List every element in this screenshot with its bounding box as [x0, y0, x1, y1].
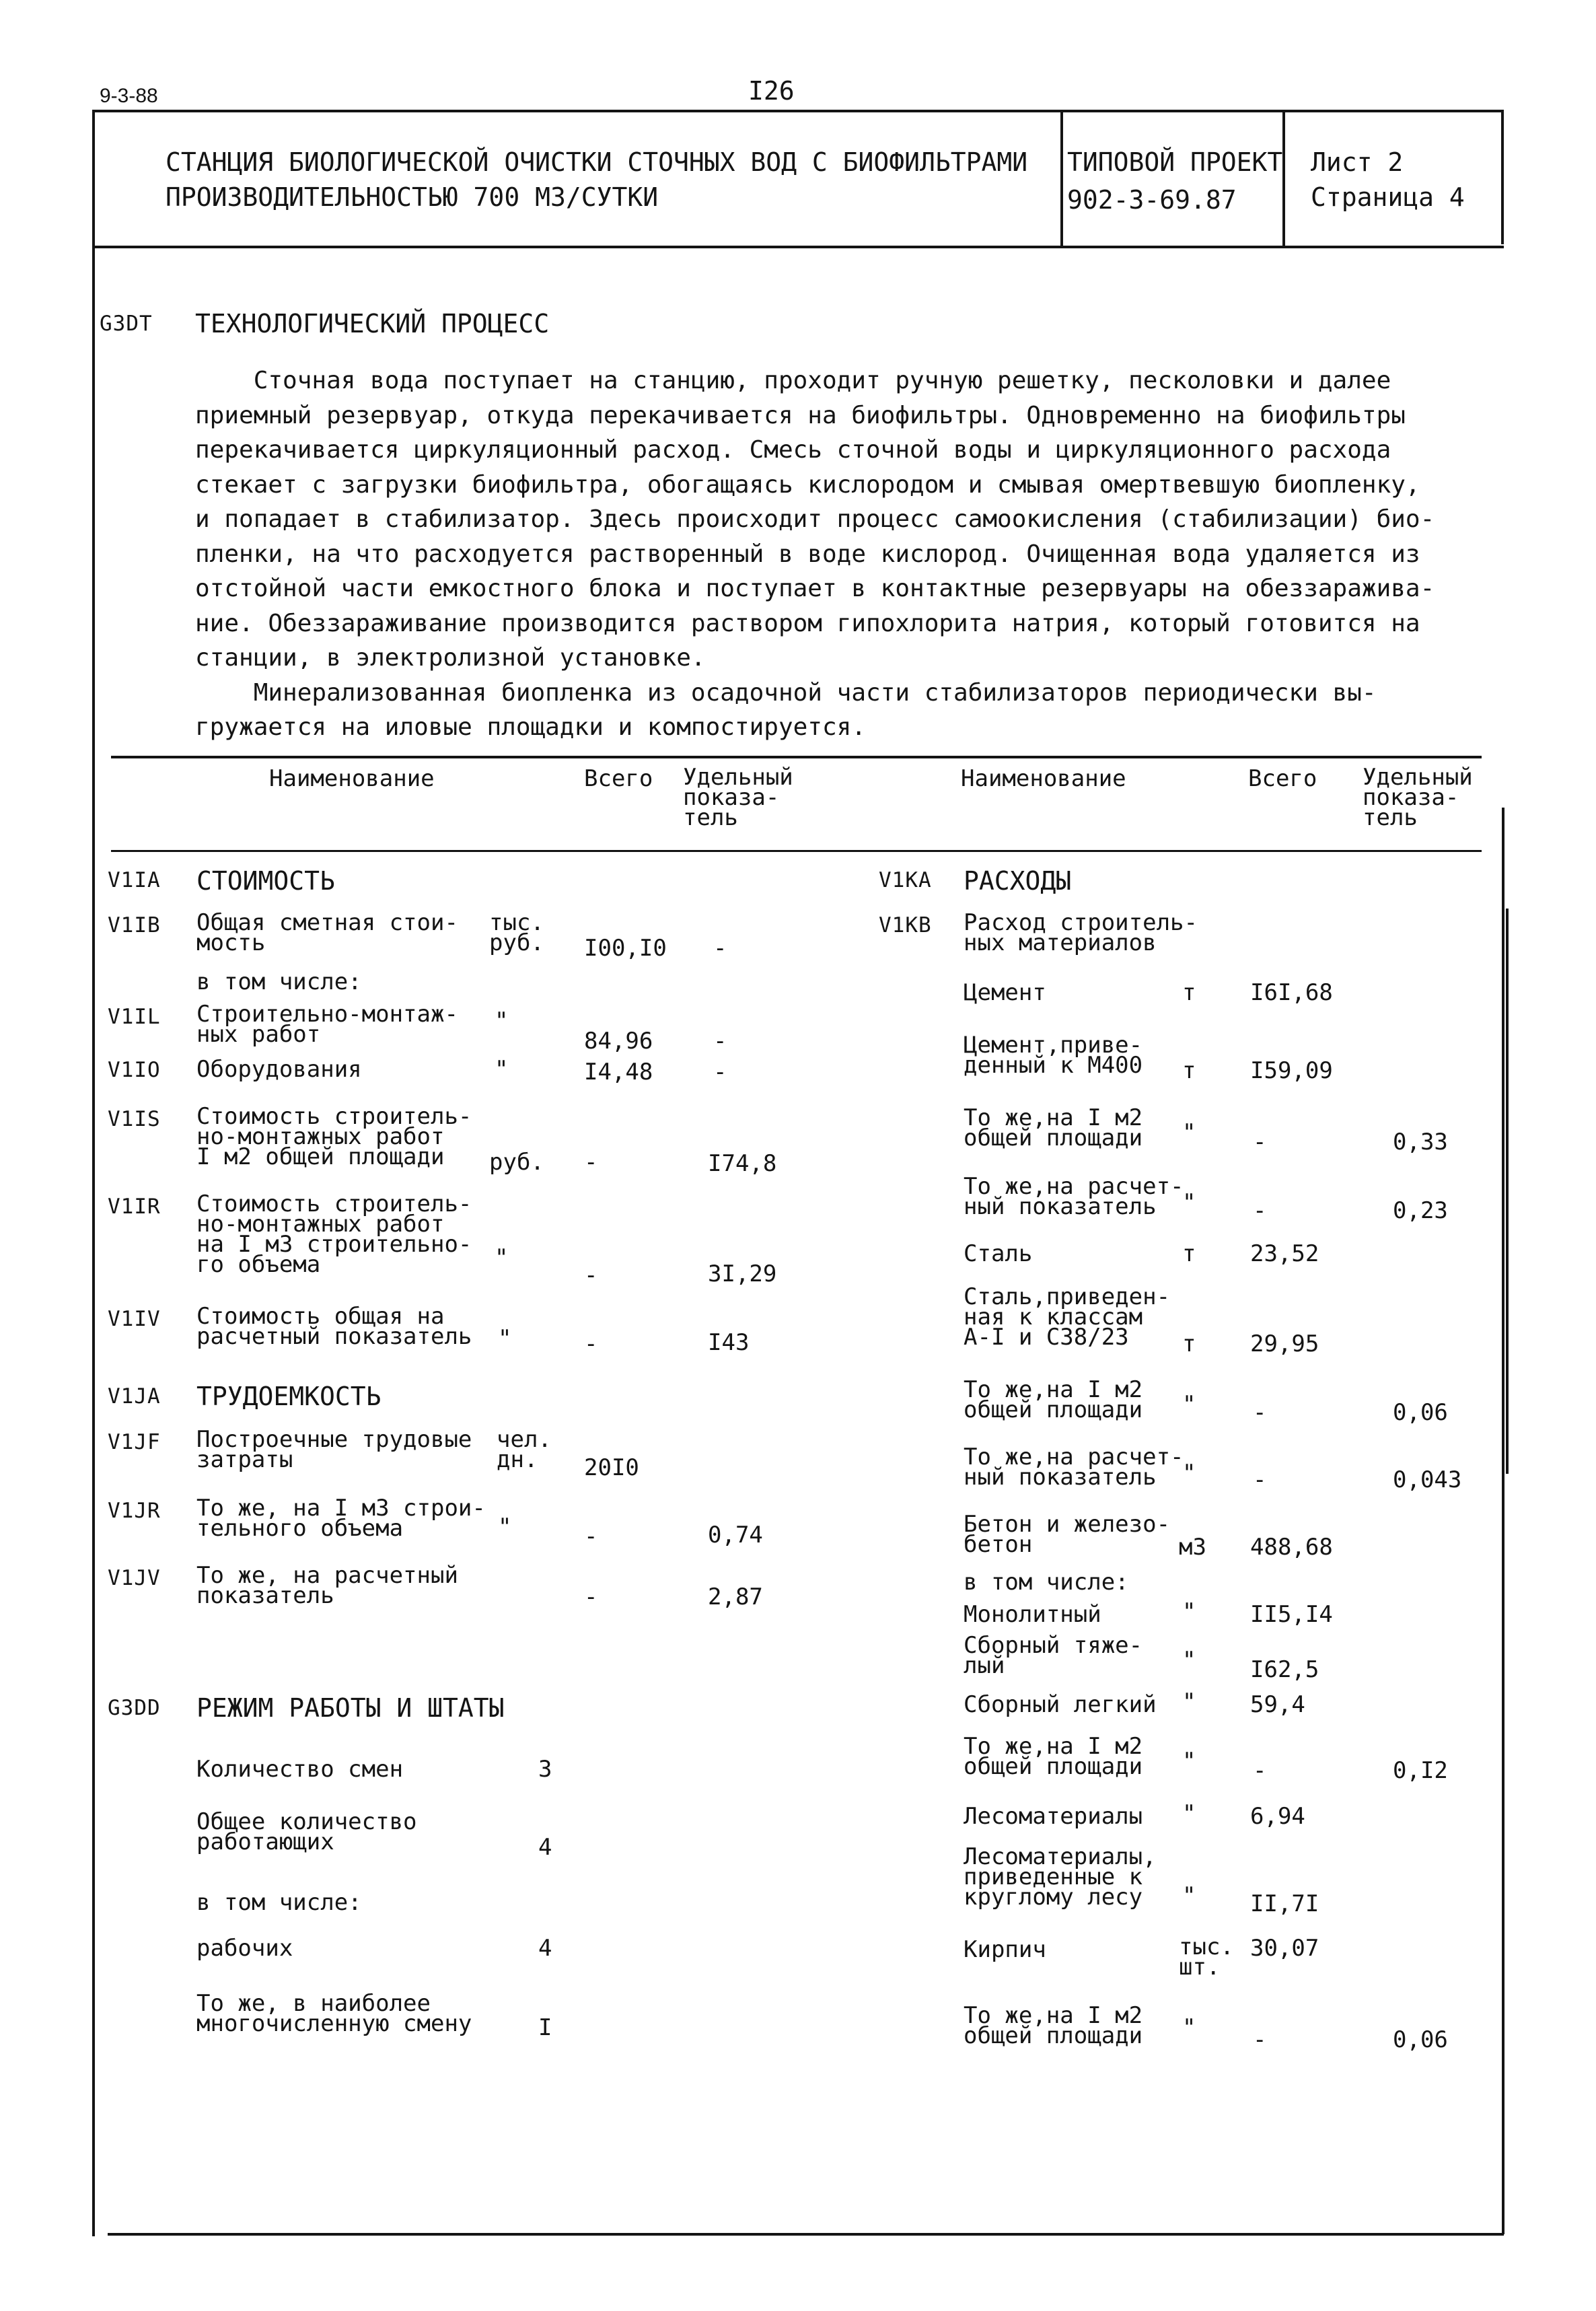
row-name: Стоимость строитель- но-монтажных работ I м2 общей площади — [196, 1103, 472, 1170]
row-name: Монолитный — [964, 1601, 1101, 1628]
labor-title: ТРУДОЕМКОСТЬ — [196, 1382, 382, 1411]
row-unit: т — [1182, 979, 1196, 1006]
row-total: - — [584, 1262, 598, 1289]
row-unit: " — [498, 1514, 512, 1540]
labor-code: V1JA — [108, 1384, 161, 1409]
project-title-line2: ПРОИЗВОДИТЕЛЬНОСТЬЮ 700 М3/СУТКИ — [166, 182, 659, 212]
row-total: - — [584, 1523, 598, 1550]
laborers-label: рабочих — [196, 1935, 293, 1962]
row-specific: I43 — [708, 1329, 750, 1356]
row-unit: м3 — [1179, 1534, 1206, 1561]
row-code: V1IS — [108, 1107, 161, 1131]
row-code: V1IV — [108, 1307, 161, 1331]
row-name: Сборный тяже- лый — [964, 1632, 1143, 1679]
cost-title: СТОИМОСТЬ — [196, 866, 335, 896]
row-name: Лесоматериалы — [964, 1803, 1143, 1830]
row-name: Оборудования — [196, 1056, 362, 1083]
row-unit: " — [1182, 1800, 1196, 1827]
row-total: 6,94 — [1250, 1803, 1305, 1830]
including-label: в том числе: — [964, 1569, 1129, 1596]
row-name: Сборный легкий — [964, 1691, 1157, 1718]
row-specific: 0,06 — [1393, 1399, 1448, 1426]
max-shift-label: То же, в наиболее многочисленную смену — [196, 1990, 472, 2037]
cost-code: V1IA — [108, 868, 161, 892]
table-header-top-rule — [111, 756, 1482, 758]
row-specific: 0,74 — [708, 1522, 763, 1549]
row-unit: " — [495, 1056, 509, 1083]
table-header-bottom-rule — [111, 850, 1482, 852]
including-label: в том числе: — [196, 1889, 362, 1916]
mode-title: РЕЖИМ РАБОТЫ И ШТАТЫ — [196, 1693, 505, 1723]
row-code: V1IR — [108, 1195, 161, 1219]
process-text-line: отстойной части емкостного блока и поступает в контактные резервуары на обеззаражива- — [195, 575, 1435, 602]
row-specific: - — [713, 1059, 727, 1086]
row-total: - — [1253, 2026, 1267, 2053]
row-total: 29,95 — [1250, 1330, 1319, 1357]
row-unit: тыс. руб. — [489, 909, 544, 956]
page-number: I26 — [748, 76, 795, 106]
process-text-line: и попадает в стабилизатор. Здесь происходит процесс самоокисления (стабилизации) био- — [195, 505, 1435, 533]
row-unit: " — [1182, 1882, 1196, 1909]
row-total: I59,09 — [1250, 1057, 1333, 1084]
row-name: Стоимость общая на расчетный показатель — [196, 1303, 472, 1350]
row-name: Цемент — [964, 979, 1046, 1006]
workers-value: 4 — [538, 1834, 552, 1861]
row-total: - — [584, 1584, 598, 1610]
header-name-right: Наименование — [961, 765, 1126, 792]
process-text-line: гружается на иловые площадки и компостируется. — [195, 713, 866, 741]
row-total: - — [1253, 1466, 1267, 1493]
expenses-code: V1KA — [879, 868, 932, 892]
row-code: V1IB — [108, 913, 161, 937]
project-type-label: ТИПОВОЙ ПРОЕКТ — [1067, 147, 1283, 177]
row-name: Общая сметная стои- мость — [196, 909, 458, 956]
row-code: V1JV — [108, 1566, 161, 1590]
title-block-divider-2 — [1282, 110, 1285, 247]
row-code: V1JF — [108, 1430, 161, 1454]
frame-right-margin — [1506, 909, 1509, 1474]
row-unit: чел. дн. — [497, 1426, 552, 1473]
row-total: 20I0 — [584, 1454, 639, 1481]
row-total: 84,96 — [584, 1028, 653, 1055]
row-name: Сталь — [964, 1240, 1033, 1267]
row-specific: I74,8 — [708, 1150, 777, 1177]
row-specific: 0,23 — [1393, 1197, 1448, 1224]
process-code: G3DT — [100, 312, 153, 336]
row-name: Строительно-монтаж- ных работ — [196, 1001, 458, 1048]
row-code: V1KB — [879, 913, 932, 937]
row-unit: т — [1182, 1240, 1196, 1267]
top-mark: 9-3-88 — [100, 85, 158, 107]
process-text — [195, 363, 1435, 745]
row-unit: " — [495, 1244, 509, 1271]
page-label: Страница 4 — [1311, 182, 1465, 212]
row-code: V1IL — [108, 1005, 161, 1029]
row-specific: 0,06 — [1393, 2026, 1448, 2053]
row-specific: - — [713, 935, 727, 962]
shifts-label: Количество смен — [196, 1756, 404, 1783]
process-text-line: Минерализованная биопленка из осадочной части стабилизаторов периодически вы- — [195, 678, 1377, 707]
row-total: I4,48 — [584, 1059, 653, 1086]
project-title-line1: СТАНЦИЯ БИОЛОГИЧЕСКОЙ ОЧИСТКИ СТОЧНЫХ ВОД С БИОФИЛЬТРАМИ — [166, 147, 1028, 177]
row-unit: руб. — [489, 1149, 544, 1176]
row-total: - — [1253, 1399, 1267, 1426]
row-name: То же,на I м2 общей площади — [964, 2002, 1143, 2049]
row-total: 59,4 — [1250, 1691, 1305, 1718]
row-name: Цемент,приве- денный к М400 — [964, 1032, 1143, 1079]
row-unit: " — [1182, 1460, 1196, 1487]
row-code: V1IO — [108, 1058, 161, 1082]
row-unit: " — [1182, 1598, 1196, 1625]
title-block-bottom — [92, 246, 1504, 248]
row-unit: " — [1182, 2014, 1196, 2041]
shifts-value: 3 — [538, 1756, 552, 1783]
row-name: Сталь,приведен- ная к классам А-I и С38/23 — [964, 1283, 1171, 1351]
row-unit: т — [1182, 1057, 1196, 1084]
row-name: То же,на расчет- ный показатель — [964, 1173, 1184, 1220]
frame-right-lower — [1502, 808, 1504, 2234]
process-text-line: приемный резервуар, откуда перекачивается на биофильтры. Одновременно на биофильтры — [195, 401, 1406, 429]
row-specific: 2,87 — [708, 1584, 763, 1610]
row-name: То же, на I м3 строи- тельного объема — [196, 1495, 486, 1542]
including-label: в том числе: — [196, 968, 362, 995]
row-total: - — [1253, 1757, 1267, 1784]
row-unit: " — [495, 1007, 509, 1034]
project-number: 902-3-69.87 — [1067, 185, 1237, 215]
frame-right-tick — [1502, 875, 1504, 902]
laborers-value: 4 — [538, 1935, 552, 1962]
row-unit: тыс. шт. — [1179, 1933, 1234, 1981]
header-specific-left: Удельный показа- тель — [683, 764, 793, 831]
row-unit: " — [1182, 1119, 1196, 1146]
row-total: - — [1253, 1129, 1267, 1156]
row-name: То же,на I м2 общей площади — [964, 1376, 1143, 1423]
max-shift-value: I — [538, 2014, 552, 2041]
row-total: 23,52 — [1250, 1240, 1319, 1267]
header-total-right: Всего — [1248, 765, 1317, 792]
row-unit: т — [1182, 1330, 1196, 1357]
row-total: - — [1253, 1197, 1267, 1224]
row-name: Расход строитель- ных материалов — [964, 909, 1198, 956]
row-total: - — [584, 1149, 598, 1176]
process-text-line: перекачивается циркуляционный расход. Смесь сточной воды и циркуляционного расхода — [195, 436, 1391, 464]
row-name: То же,на I м2 общей площади — [964, 1733, 1143, 1780]
frame-bottom — [108, 2233, 1504, 2236]
row-total: 488,68 — [1250, 1534, 1333, 1561]
process-heading: ТЕХНОЛОГИЧЕСКИЙ ПРОЦЕСС — [195, 309, 550, 339]
header-total-left: Всего — [584, 765, 653, 792]
row-total: II,7I — [1250, 1890, 1319, 1917]
row-unit: " — [1182, 1647, 1196, 1674]
sheet-number: Лист 2 — [1311, 147, 1404, 177]
row-unit: " — [1182, 1688, 1196, 1715]
process-text-line: ние. Обеззараживание производится раствором гипохлорита натрия, который готовится на — [195, 609, 1420, 637]
row-specific: 0,33 — [1393, 1129, 1448, 1156]
process-text-line: станции, в электролизной установке. — [195, 644, 706, 672]
row-name: Кирпич — [964, 1936, 1046, 1963]
frame-right-upper — [1501, 110, 1504, 244]
row-name: То же, на расчетный показатель — [196, 1562, 458, 1609]
row-specific: - — [713, 1028, 727, 1055]
row-specific: 3I,29 — [708, 1260, 777, 1287]
header-name-left: Наименование — [269, 765, 435, 792]
row-name: Стоимость строитель- но-монтажных работ на I м3 строительно- го объема — [196, 1190, 472, 1278]
mode-code: G3DD — [108, 1696, 161, 1720]
title-block-divider-1 — [1060, 110, 1063, 247]
row-specific: 0,043 — [1393, 1466, 1462, 1493]
row-total: I00,I0 — [584, 935, 667, 962]
workers-label: Общее количество работающих — [196, 1808, 417, 1855]
frame-left — [92, 110, 95, 2236]
row-unit: " — [1182, 1748, 1196, 1775]
row-total: II5,I4 — [1250, 1601, 1333, 1628]
row-total: I62,5 — [1250, 1656, 1319, 1683]
row-unit: " — [498, 1325, 512, 1352]
row-name: То же,на I м2 общей площади — [964, 1104, 1143, 1151]
row-name: То же,на расчет- ный показатель — [964, 1444, 1184, 1491]
row-unit: " — [1182, 1391, 1196, 1418]
row-name: Бетон и железо- бетон — [964, 1511, 1171, 1558]
row-specific: 0,I2 — [1393, 1757, 1448, 1784]
row-total: 30,07 — [1250, 1935, 1319, 1962]
process-text-line: стекает с загрузки биофильтра, обогащаясь кислородом и смывая омертвевшую биопленку, — [195, 470, 1420, 499]
row-total: I6I,68 — [1250, 979, 1333, 1006]
row-name: Лесоматериалы, приведенные к круглому лесу — [964, 1843, 1157, 1911]
row-code: V1JR — [108, 1499, 161, 1523]
expenses-title: РАСХОДЫ — [964, 866, 1072, 896]
row-total: - — [584, 1330, 598, 1357]
process-text-line: пленки, на что расходуется растворенный в воде кислород. Очищенная вода удаляется из — [195, 540, 1420, 568]
process-text-line: Сточная вода поступает на станцию, проходит ручную решетку, песколовки и далее — [195, 367, 1391, 394]
frame-top — [92, 110, 1504, 112]
row-name: Построечные трудовые затраты — [196, 1426, 472, 1473]
row-unit: " — [1182, 1189, 1196, 1216]
header-specific-right: Удельный показа- тель — [1363, 764, 1473, 831]
